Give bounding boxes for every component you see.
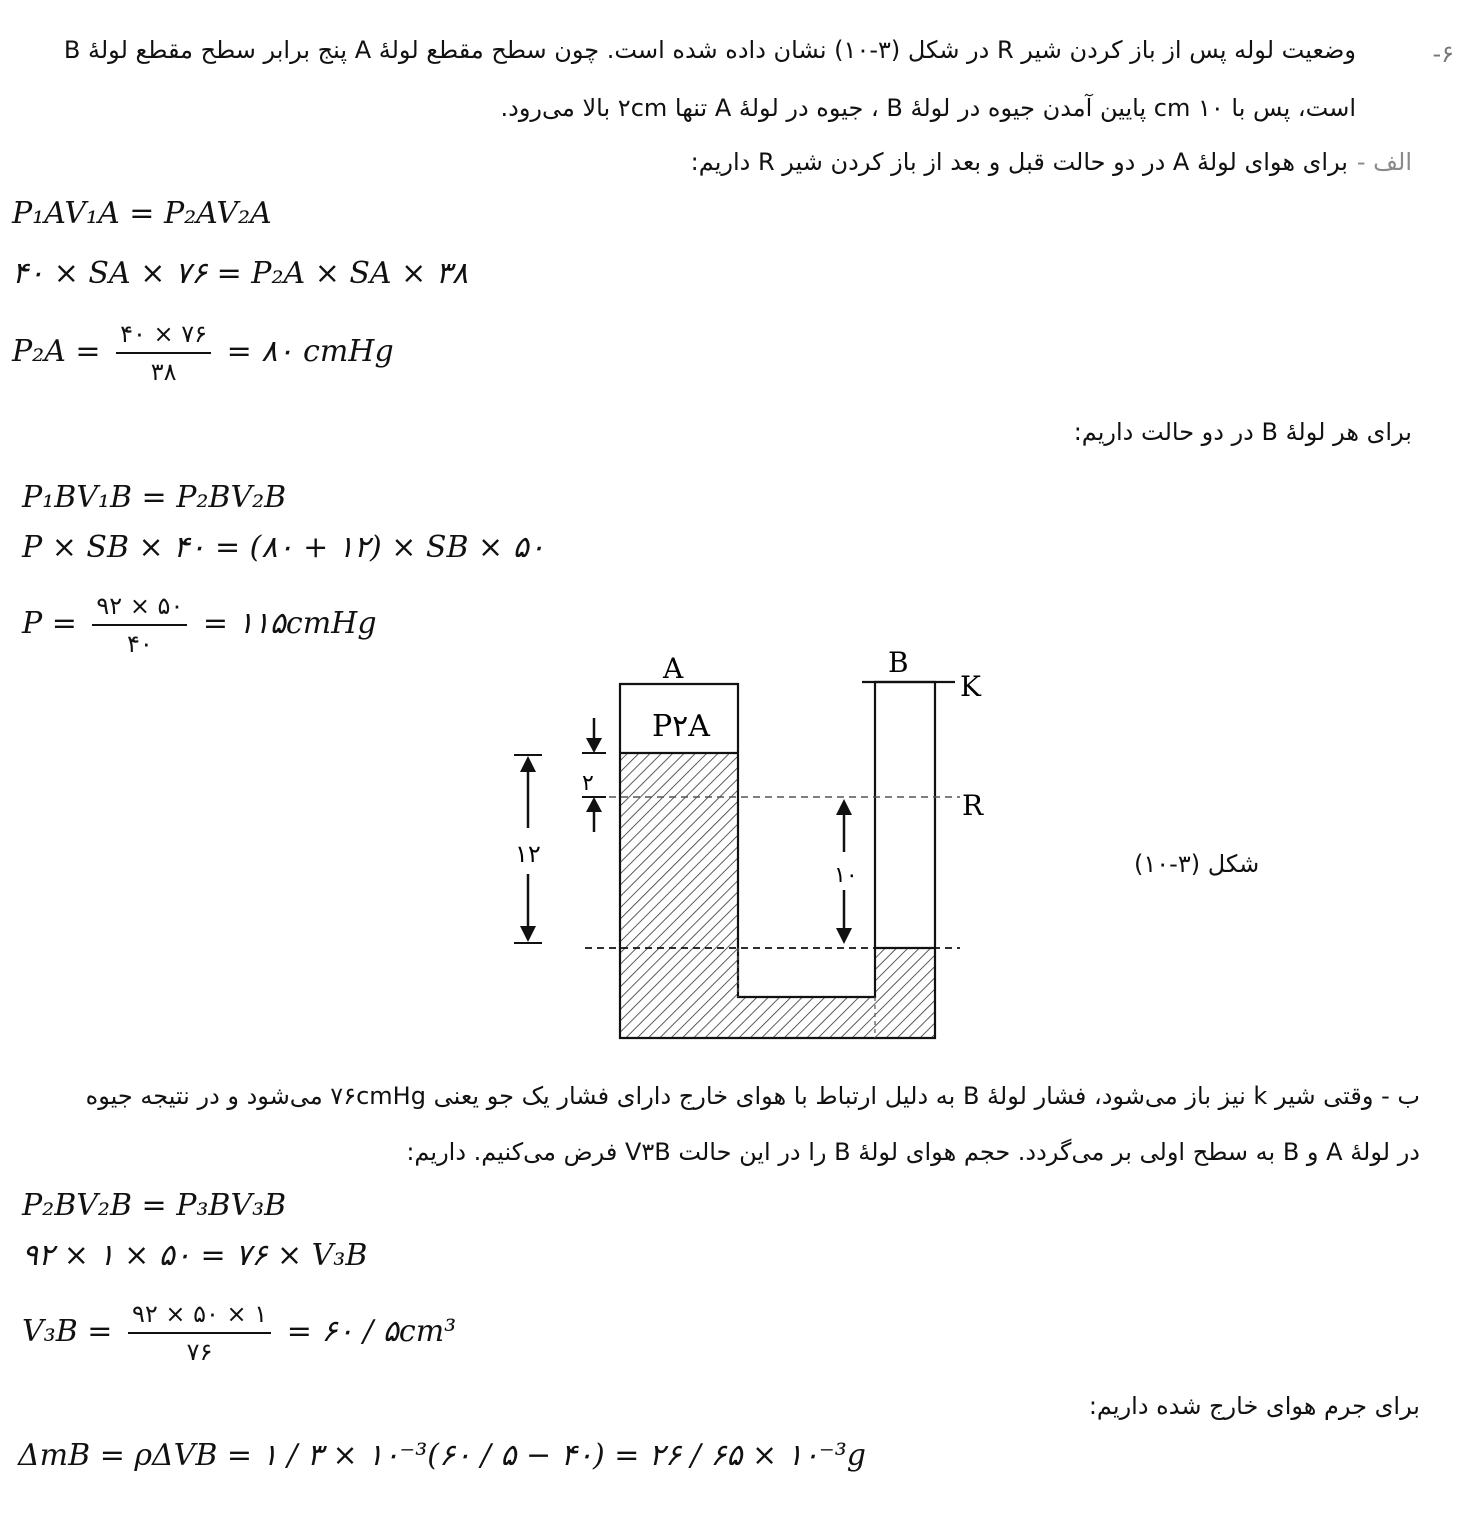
label-k: K (960, 670, 981, 703)
dim-2-label: ۲ (582, 771, 594, 796)
part-b-line-2: در لولهٔ A و B به سطح اولی بر می‌گردد. حجم هوای لولهٔ B را در این حالت V۳B فرض می‌کنیم. داریم: (406, 1138, 1420, 1166)
eq-a-line-2-text: ۴۰ × SA × ۷۶ = P₂A × SA × ۳۸ (12, 256, 469, 291)
problem-number: ۶- (1432, 40, 1454, 68)
label-a: A (663, 652, 684, 685)
eq-c-denominator: ۷۶ (186, 1338, 213, 1366)
label-p2a: P۲A (652, 709, 710, 744)
part-b-line-1: ب - وقتی شیر k نیز باز می‌شود، فشار لولهٔ B به دلیل ارتباط با هوای خارج دارای فشار یک جو یعنی ۷۶cmHg می‌شود و در نتیجه جیوه (85, 1082, 1420, 1110)
eq-c-fraction (128, 1300, 271, 1366)
dim-10-label: ۱۰ (834, 863, 858, 888)
eq-a-numerator: ۴۰ × ۷۶ (116, 320, 211, 354)
eq-c-line-2-text: ۹۲ × ۱ × ۵۰ = ۷۶ × V₃B (22, 1238, 368, 1273)
problem-line-1: وضعیت لوله پس از باز کردن شیر R در شکل (۳-۱۰) نشان داده شده است. چون سطح مقطع لولهٔ A پنج برابر سطح مقطع لولهٔ B (63, 36, 1356, 64)
eq-b-line-1-text: P₁BV₁B = P₂BV₂B (22, 480, 287, 515)
mass-text: برای جرم هوای خارج شده داریم: (1088, 1392, 1420, 1420)
eq-d-line-1-text: ΔmB = ρΔVB = ۱ / ۳ × ۱۰⁻³(۶۰ / ۵ − ۴۰) = ۲۶ / ۶۵ × ۱۰⁻³g (18, 1438, 866, 1473)
eq-b-numerator: ۹۲ × ۵۰ (92, 592, 187, 626)
part-a-label: الف - (1356, 148, 1412, 176)
eq-b-line-2-text: P × SB × ۴۰ = (۸۰ + ۱۲) × SB × ۵۰ (22, 530, 545, 565)
dim-2-arrowhead-top (586, 738, 602, 753)
eq-c-line-1-text: P₂BV₂B = P₃BV₃B (22, 1188, 287, 1223)
figure-caption: شکل (۳-۱۰) (1134, 850, 1260, 878)
dim-10-arrowhead-bottom (836, 928, 852, 944)
eq-b-denominator: ۴۰ (126, 630, 153, 658)
tube-b-text: برای هر لولهٔ B در دو حالت داریم: (1073, 418, 1412, 446)
eq-a-line-1-text: P₁AV₁A = P₂AV₂A (12, 196, 272, 231)
eq-d-line-1 (18, 1438, 866, 1473)
problem-line-2: است، پس با ۱۰ cm پایین آمدن جیوه در لولهٔ B ، جیوه در لولهٔ A تنها ۲cm بالا می‌رود. (500, 94, 1356, 122)
eq-b-l3-left: P = (22, 606, 77, 641)
eq-c-line-1 (22, 1188, 286, 1223)
eq-c-l3-right: = ۶۰ / ۵cm³ (286, 1314, 457, 1349)
dim-12-label: ۱۲ (515, 840, 541, 868)
eq-a-l3-right: = ۸۰ cmHg (226, 334, 394, 369)
label-b: B (888, 646, 909, 679)
dim-12-arrowhead-bottom (520, 926, 536, 942)
eq-c-numerator: ۹۲ × ۵۰ × ۱ (128, 1300, 271, 1334)
eq-c-l3-left: V₃B = (22, 1314, 113, 1349)
part-a-text: برای هوای لولهٔ A در دو حالت قبل و بعد از باز کردن شیر R داریم: (690, 148, 1348, 176)
eq-c-line-3 (22, 1300, 456, 1366)
eq-b-l3-right: = ۱۱۵cmHg (202, 606, 377, 641)
dim-12-arrowhead-top (520, 756, 536, 772)
eq-a-denominator: ۳۸ (150, 358, 177, 386)
label-r: R (962, 789, 984, 822)
eq-c-line-2 (22, 1238, 367, 1273)
eq-a-l3-left: P₂A = (12, 334, 101, 369)
mercury-fill (620, 753, 935, 1038)
